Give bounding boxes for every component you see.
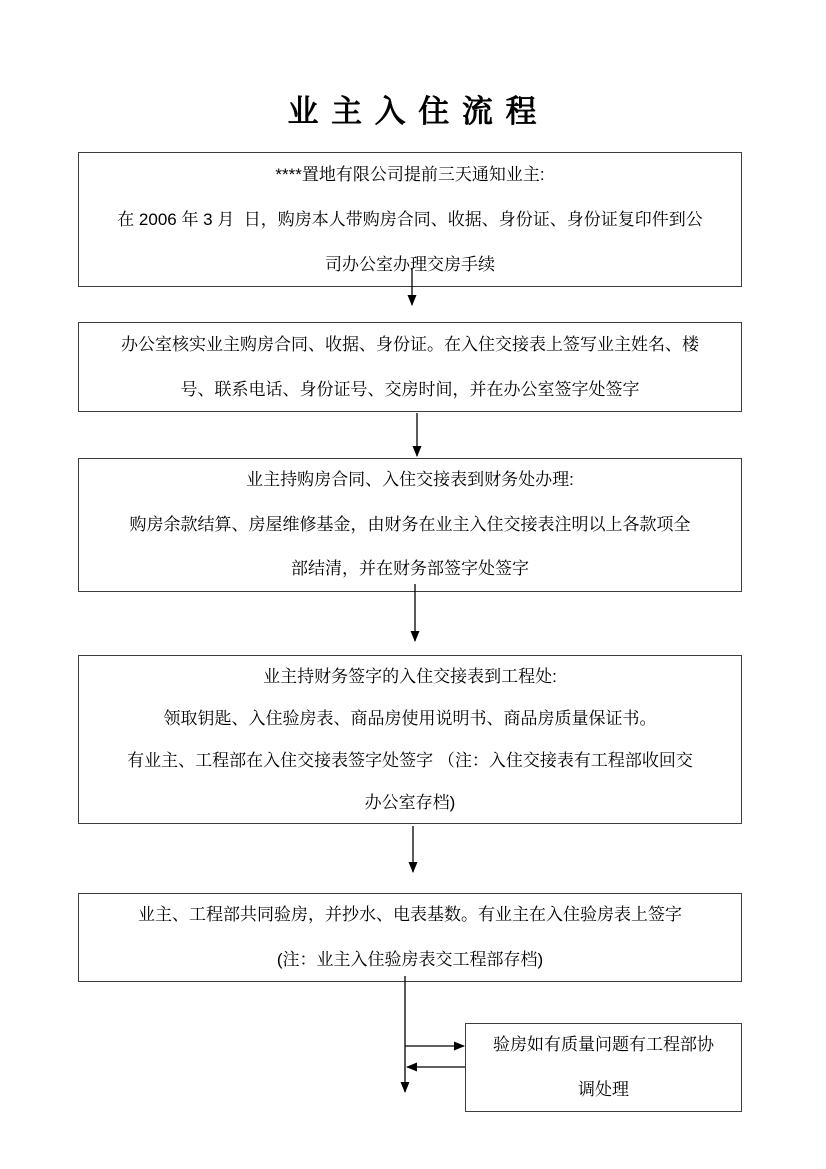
text-line: (注：业主入住验房表交工程部存档) [276,949,544,969]
text-line: 办公室核实业主购房合同、收据、身份证。在入住交接表上签写业主姓名、楼 [121,335,699,354]
text-line: 有业主、工程部在入住交接表签字处签字 （注：入住交接表有工程部收回交 [127,750,693,770]
text-line: 购房余款结算、房屋维修基金，由财务在业主入住交接表注明以上各款项全 [129,514,691,534]
text-line: 业主、工程部共同验房，并抄水、电表基数。有业主在入住验房表上签字 [138,905,682,924]
text-line: 司办公室办理交房手续 [325,255,495,274]
text-line: 调处理 [578,1079,629,1099]
text-line: 验房如有质量问题有工程部协 [493,1035,714,1054]
text-line: 号、联系电话、身份证号、交房时间，并在办公室签字处签字 [180,380,640,399]
text-line: 办公室存档) [364,792,456,812]
flow-step-inspection [78,893,742,982]
text-line: 业主持购房合同、入住交接表到财务处办理: [246,470,574,490]
text-line: ****置地有限公司提前三天通知业主: [275,165,545,184]
text-line: 领取钥匙、入住验房表、商品房使用说明书、商品房质量保证书。 [163,708,657,728]
flow-step-finance [78,458,742,592]
flow-sidebox-quality-issue [465,1023,742,1112]
text-line: 业主持财务签字的入住交接表到工程处: [263,666,557,686]
flow-step-office-verify [78,322,742,412]
flow-step-engineering [78,655,742,824]
text-line: 在 2006 年 3 月 日，购房本人带购房合同、收据、身份证、身份证复印件到公 [117,210,703,229]
text-line: 部结清，并在财务部签字处签字 [291,559,529,579]
flow-step-notify-owner [78,152,742,287]
page-title: 业 主 入 住 流 程 [287,94,539,129]
